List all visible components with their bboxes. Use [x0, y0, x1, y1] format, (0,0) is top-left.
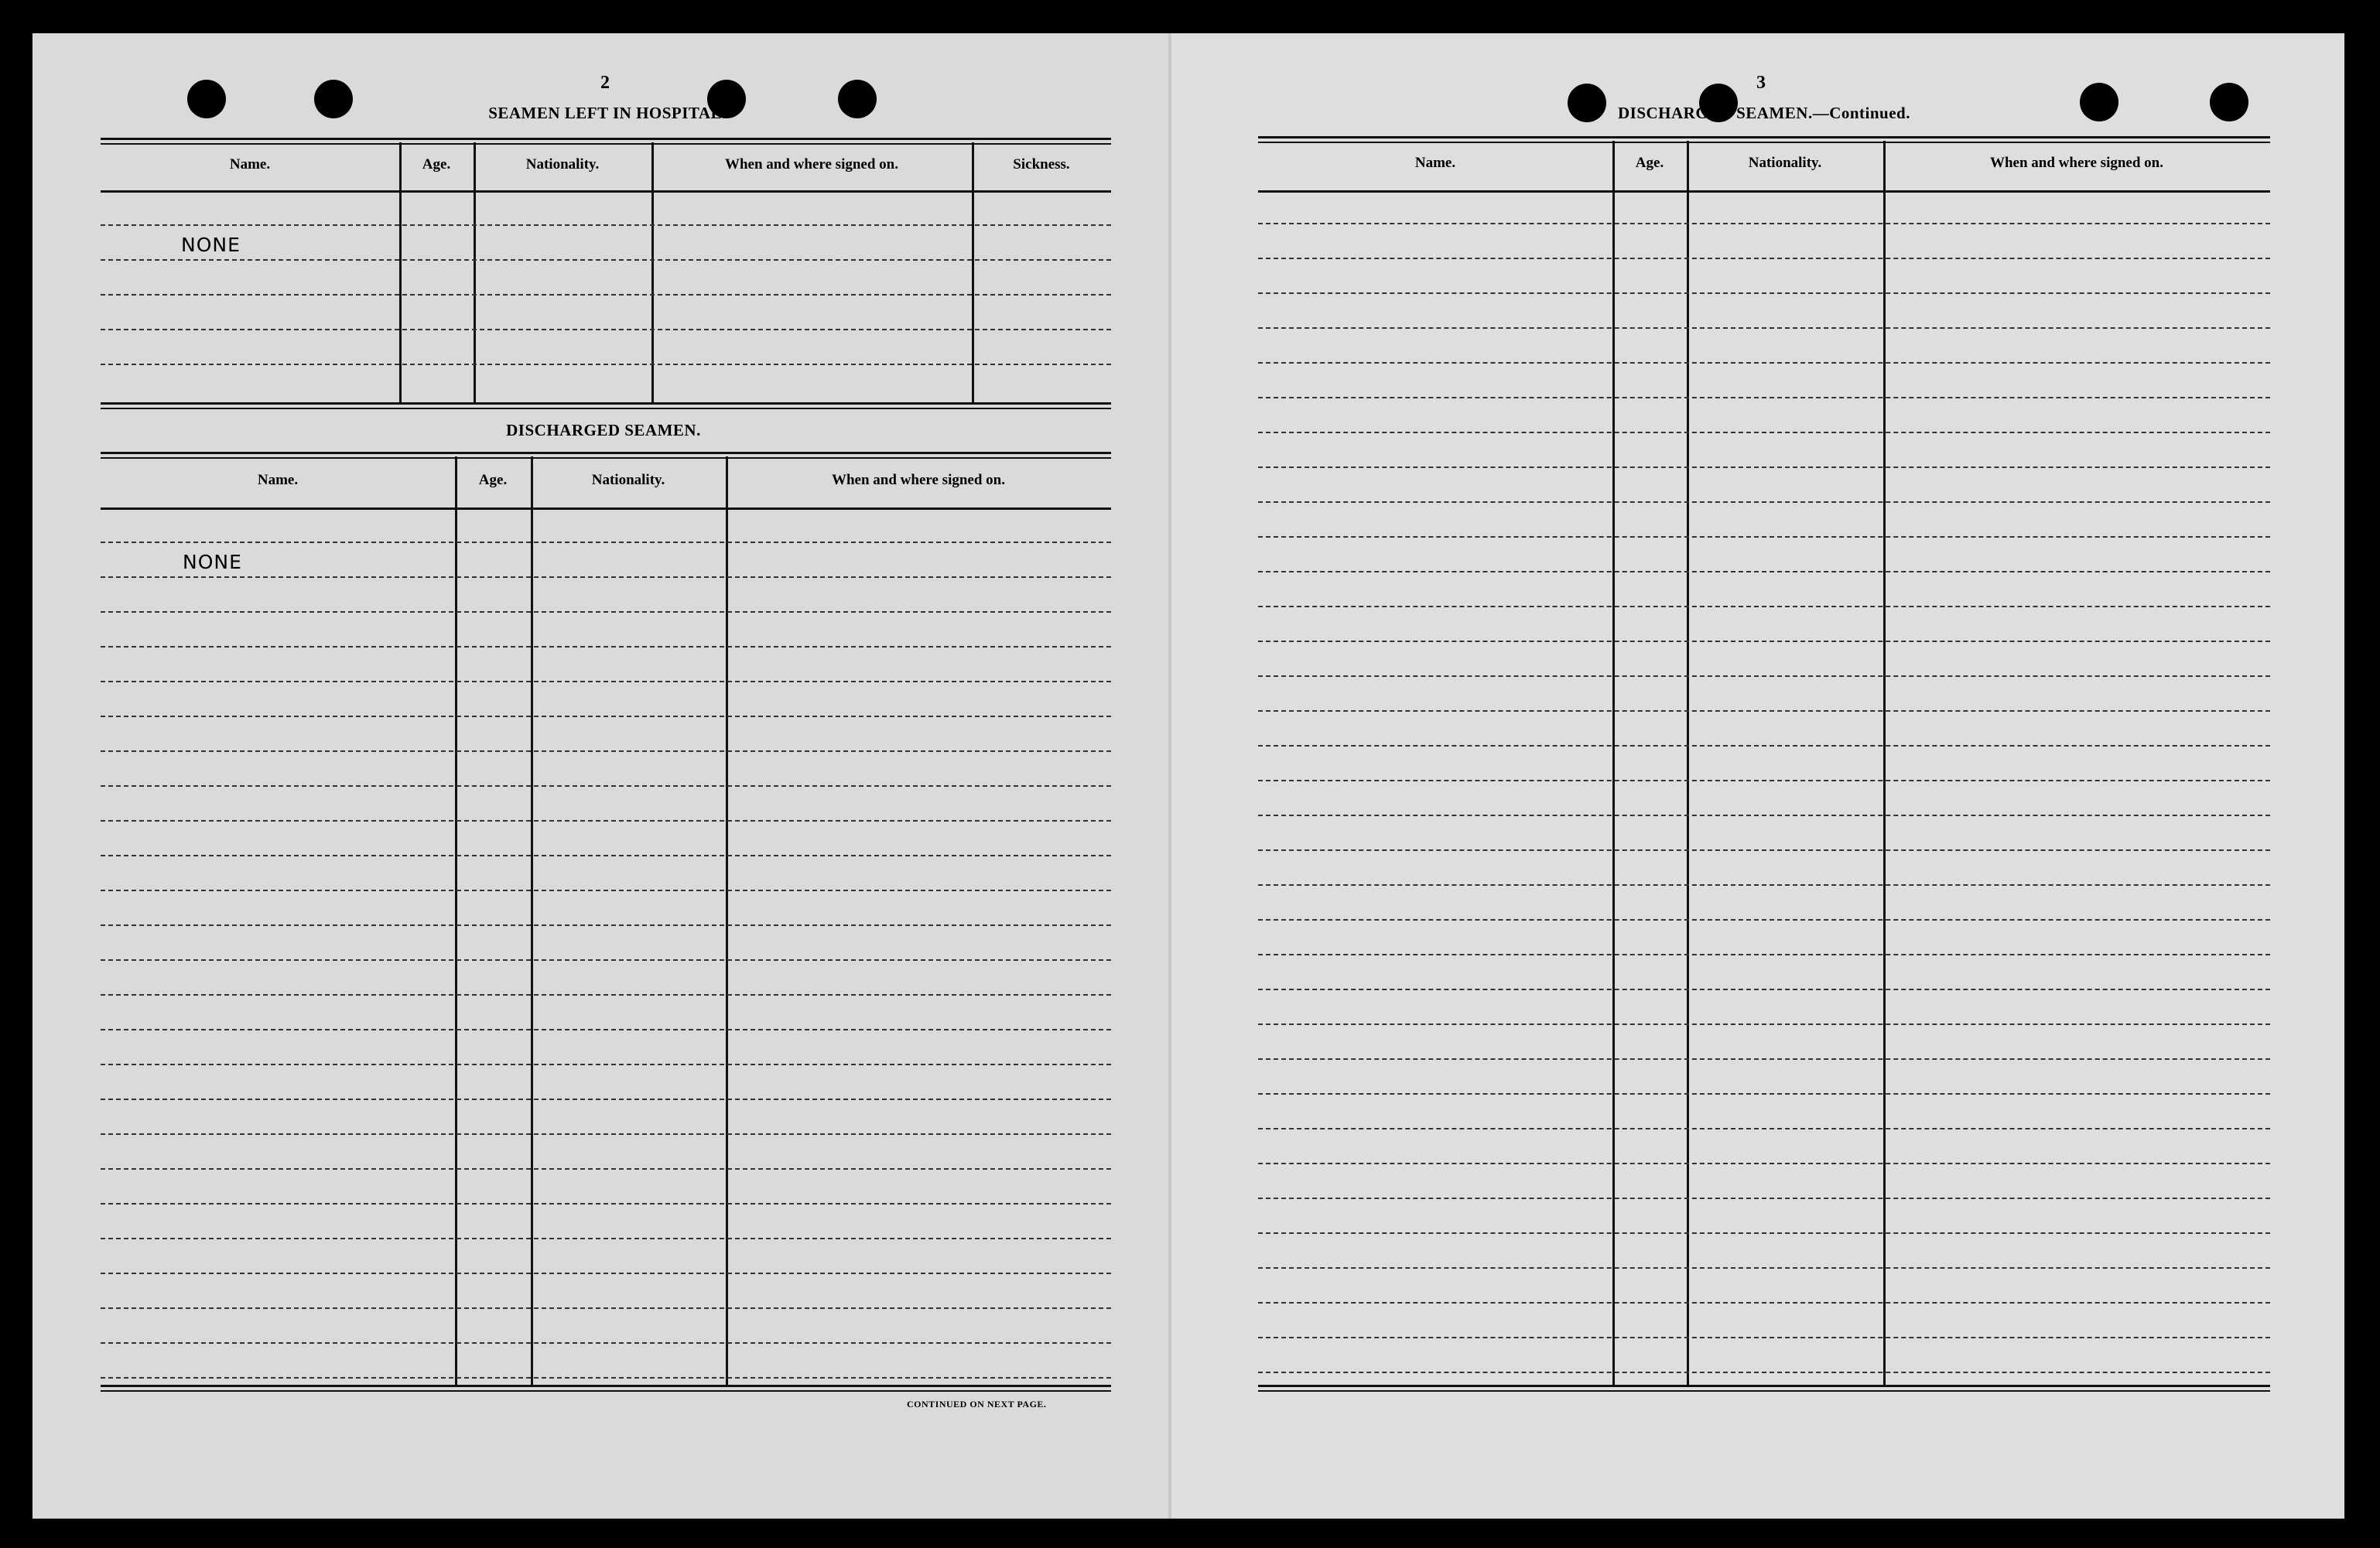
- ruled-line: [101, 1064, 1111, 1065]
- ruled-line: [1258, 1337, 2270, 1338]
- ruled-line: [101, 294, 1111, 296]
- ruled-line: [1258, 1163, 2270, 1164]
- ruled-line: [101, 716, 1111, 717]
- ruled-line: [101, 785, 1111, 787]
- page-number: 2: [600, 73, 610, 93]
- ruled-line: [101, 1203, 1111, 1205]
- ruled-line: [101, 576, 1111, 578]
- page-number: 3: [1756, 73, 1766, 93]
- ruled-line: [1258, 536, 2270, 538]
- ruled-line: [1258, 1372, 2270, 1373]
- ruled-line: [101, 1133, 1111, 1135]
- ruled-line: [1258, 1128, 2270, 1129]
- ruled-line: [1258, 919, 2270, 921]
- punch-hole: [187, 80, 226, 118]
- ruled-line: [1258, 849, 2270, 851]
- ruled-line: [1258, 675, 2270, 677]
- ruled-line: [101, 959, 1111, 961]
- ruled-line: [1258, 258, 2270, 259]
- column-header-age: Age.: [478, 472, 508, 488]
- ruled-line: [101, 1273, 1111, 1274]
- ruled-line: [101, 890, 1111, 891]
- ruled-line: [1258, 1093, 2270, 1095]
- header-bottom-rule: [101, 190, 1111, 193]
- column-header-age: Age.: [422, 156, 451, 173]
- ruled-line: [1258, 989, 2270, 990]
- punch-hole: [2080, 83, 2118, 121]
- ruled-line: [1258, 1232, 2270, 1234]
- section-heading-discharged: DISCHARGED SEAMEN.: [506, 421, 701, 439]
- ruled-line: [101, 1238, 1111, 1239]
- table-top-rule: [101, 452, 1111, 459]
- punch-hole: [838, 80, 877, 118]
- column-header-signed-on: When and where signed on.: [724, 156, 898, 173]
- table-top-rule: [1258, 136, 2270, 143]
- ruled-line: [101, 924, 1111, 926]
- ruled-line: [1258, 606, 2270, 607]
- ruled-line: [1258, 432, 2270, 433]
- column-header-signed-on: When and where signed on.: [831, 472, 1005, 488]
- column-header-name: Name.: [1414, 155, 1456, 171]
- ruled-line: [1258, 780, 2270, 781]
- ruled-line: [1258, 292, 2270, 294]
- column-header-nationality: Nationality.: [1748, 155, 1822, 171]
- table-bottom-rule: [1258, 1385, 2270, 1392]
- right-page: [1170, 33, 2344, 1519]
- ruled-line: [101, 1029, 1111, 1030]
- ruled-line: [101, 611, 1111, 613]
- table-bottom-rule: [101, 402, 1111, 409]
- ruled-line: [1258, 571, 2270, 572]
- section-heading-hospital: SEAMEN LEFT IN HOSPITAL.: [488, 104, 727, 122]
- ruled-line: [1258, 710, 2270, 712]
- ruled-line: [1258, 1302, 2270, 1304]
- ruled-line: [1258, 1023, 2270, 1025]
- ruled-line: [1258, 1267, 2270, 1269]
- ruled-line: [1258, 641, 2270, 642]
- ruled-line: [1258, 745, 2270, 747]
- ruled-line: [101, 750, 1111, 752]
- left-page: [32, 33, 1170, 1519]
- hospital-entry: NONE: [181, 234, 241, 256]
- table-top-rule: [101, 138, 1111, 145]
- column-header-nationality: Nationality.: [591, 472, 665, 488]
- column-header-signed-on: When and where signed on.: [1989, 155, 2163, 171]
- ruled-line: [1258, 501, 2270, 503]
- ruled-line: [101, 224, 1111, 226]
- ruled-line: [101, 364, 1111, 365]
- column-divider: [455, 456, 457, 1385]
- ruled-line: [101, 646, 1111, 648]
- header-bottom-rule: [101, 507, 1111, 510]
- ruled-line: [101, 855, 1111, 856]
- column-header-sickness: Sickness.: [1013, 156, 1070, 173]
- column-header-age: Age.: [1635, 155, 1664, 171]
- continued-note: CONTINUED ON NEXT PAGE.: [907, 1399, 1047, 1410]
- ruled-line: [1258, 327, 2270, 329]
- ruled-line: [1258, 1058, 2270, 1060]
- column-header-nationality: Nationality.: [525, 156, 600, 173]
- column-header-name: Name.: [257, 472, 299, 488]
- ruled-line: [101, 1168, 1111, 1170]
- ruled-line: [101, 1342, 1111, 1344]
- ruled-line: [1258, 397, 2270, 398]
- ruled-line: [101, 1307, 1111, 1309]
- ruled-line: [101, 329, 1111, 330]
- ruled-line: [1258, 884, 2270, 886]
- ruled-line: [101, 1099, 1111, 1100]
- ruled-line: [101, 994, 1111, 996]
- ruled-line: [101, 681, 1111, 682]
- punch-hole: [314, 80, 353, 118]
- column-header-name: Name.: [229, 156, 271, 173]
- column-divider: [531, 456, 533, 1385]
- page-fold: [1168, 33, 1171, 1519]
- ruled-line: [1258, 954, 2270, 955]
- ruled-line: [101, 542, 1111, 543]
- ruled-line: [101, 1377, 1111, 1379]
- header-bottom-rule: [1258, 190, 2270, 193]
- table-bottom-rule: [101, 1385, 1111, 1392]
- ruled-line: [101, 259, 1111, 261]
- section-heading-discharged-continued: DISCHARGED SEAMEN.—Continued.: [1618, 104, 1910, 122]
- ruled-line: [1258, 815, 2270, 816]
- column-divider: [726, 456, 728, 1385]
- discharged-entry: NONE: [183, 551, 242, 573]
- ruled-line: [101, 820, 1111, 822]
- ruled-line: [1258, 466, 2270, 468]
- ruled-line: [1258, 1198, 2270, 1199]
- ruled-line: [1258, 223, 2270, 224]
- punch-hole: [2210, 83, 2248, 121]
- punch-hole: [1568, 84, 1606, 122]
- ruled-line: [1258, 362, 2270, 364]
